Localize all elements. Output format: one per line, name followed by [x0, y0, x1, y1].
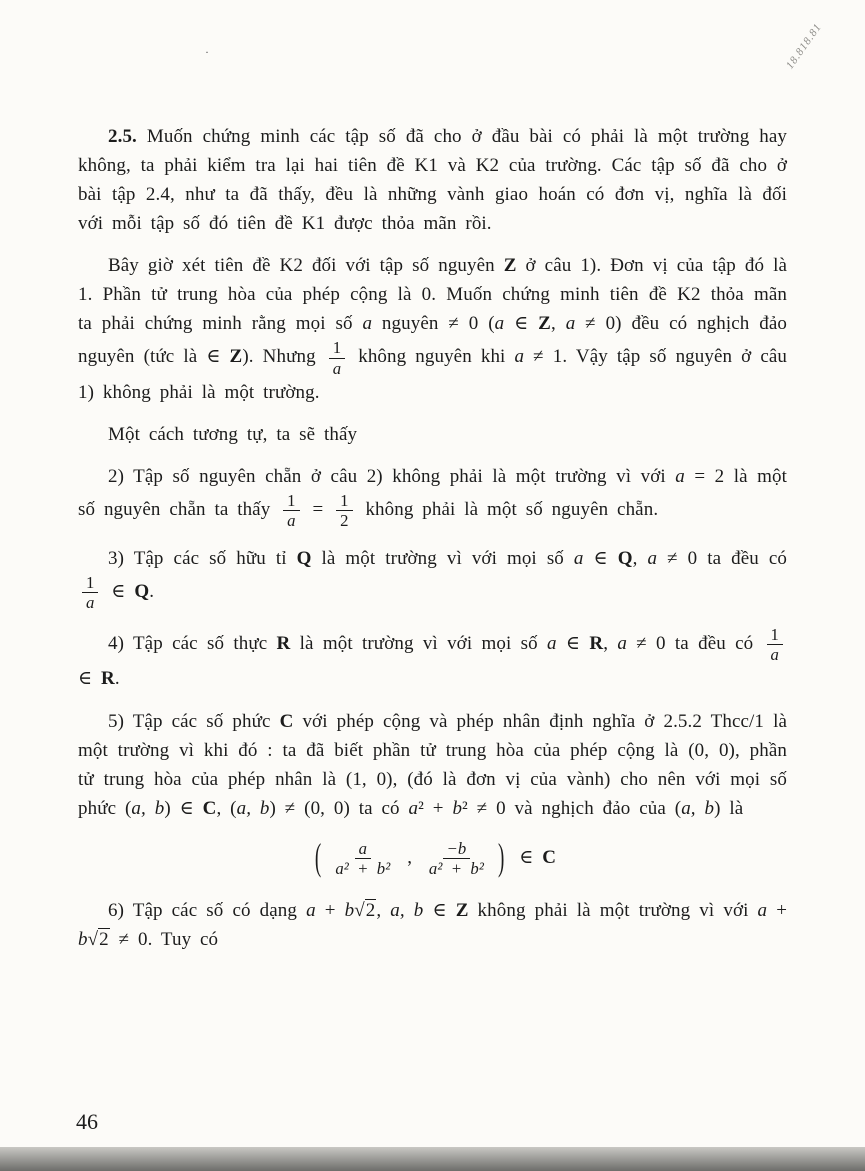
- bold-symbol: C: [202, 797, 217, 819]
- italic-variable: a: [647, 547, 658, 569]
- fraction-denominator: a: [332, 358, 342, 378]
- scan-edge-band: [0, 1147, 865, 1171]
- formula-complex-inverse: ( $\frac{a}{\text{a² + b²}}$ , $\frac{-b}{\text{a² + b²}}$ ) ∈ C: [78, 839, 787, 878]
- paragraph-similarly: Một cách tương tự, ta sẽ thấy: [108, 423, 358, 445]
- bold-symbol: C: [542, 846, 557, 868]
- italic-variable: a: [408, 797, 419, 819]
- bold-symbol: Z: [538, 313, 551, 335]
- fraction-denominator: a² + b²: [428, 858, 484, 878]
- italic-variable: a: [565, 313, 576, 335]
- fraction-numerator: a: [355, 839, 371, 859]
- bold-symbol: C: [279, 710, 294, 732]
- italic-variable: a: [675, 466, 685, 487]
- italic-variable: a: [494, 313, 505, 335]
- big-parenthesis: ): [497, 837, 505, 880]
- fraction-numerator: 1: [336, 491, 352, 511]
- bold-symbol: Z: [503, 255, 517, 277]
- italic-variable: a, b: [236, 797, 270, 819]
- bold-symbol: Z: [229, 346, 243, 368]
- fraction: [336, 491, 352, 530]
- bold-symbol: Q: [134, 580, 150, 602]
- italic-variable: a: [757, 900, 768, 922]
- fraction-denominator: a: [770, 645, 779, 665]
- scan-speck: ·: [205, 45, 209, 59]
- square-root: √2: [87, 929, 109, 951]
- fraction: [329, 338, 345, 377]
- bold-symbol: R: [101, 668, 115, 690]
- fraction: [82, 573, 98, 612]
- italic-variable: a, b: [681, 797, 715, 819]
- italic-variable: b: [78, 929, 88, 951]
- bold-symbol: Q: [296, 547, 312, 569]
- fraction-denominator: a² + b²: [335, 858, 391, 878]
- fraction-numerator: 1: [767, 625, 783, 645]
- fraction-numerator: 1: [329, 338, 345, 358]
- fraction-denominator: 2: [340, 511, 349, 531]
- paragraph-2-5: 2.5. Muốn chứng minh các tập số đã cho ở đầu bài có phải là một trường hay không, ta phải kiểm tra lại hai tiên đề K1 và K2 của trường. Các tập số đã cho ở bài tập 2.4, như ta đã thấy, đều là những vành giao hoán có đơn vị, nghĩa là đối với mỗi tập số đó tiên đề K1 được thỏa mãn rồi.: [78, 126, 787, 235]
- fraction: [283, 491, 299, 530]
- bold-symbol: Q: [617, 547, 633, 569]
- bold-symbol: Z: [455, 900, 469, 922]
- item-6-a-plus-b-sqrt2: 6) Tập các số có dạng a + b√2, a, b ∈ Z không phải là một trường vì với a + b√2 ≠ 0. Tuy có: [78, 900, 788, 951]
- bold-symbol: R: [276, 633, 291, 655]
- fraction: [767, 625, 783, 664]
- item-3-rationals: 3) Tập các số hữu tỉ Q là một trường vì với mọi số a ∈ Q, a ≠ 0 ta đều có $\frac{1}{a}$ ∈ Q.: [78, 544, 787, 613]
- radicand: 2: [99, 929, 109, 951]
- fraction-denominator: a: [287, 511, 296, 531]
- big-parenthesis: (: [314, 837, 322, 880]
- fraction-numerator: 1: [283, 491, 299, 511]
- italic-variable: a: [547, 633, 557, 655]
- item-2-even-integers: 2) Tập số nguyên chẵn ở câu 2) không phải là một trường vì với a = 2 là một số nguyên chẵn ta thấy $\frac{1}{a}$ = $\frac{1}{2}$ không phải là một số nguyên chẵn.: [78, 466, 787, 531]
- fraction: [331, 839, 394, 878]
- italic-variable: a: [306, 900, 316, 922]
- bold-symbol: R: [589, 633, 604, 655]
- fraction-denominator: a: [86, 592, 95, 612]
- italic-variable: b: [344, 900, 355, 922]
- item-4-reals: 4) Tập các số thực R là một trường vì với mọi số a ∈ R, a ≠ 0 ta đều có $\frac{1}{a}$ ∈ R.: [78, 625, 787, 694]
- fraction-numerator: 1: [82, 573, 98, 593]
- item-5-complex: 5) Tập các số phức C với phép cộng và phép nhân định nghĩa ở 2.5.2 Thcc/1 là một trường vì khi đó : ta đã biết phần tử trung hòa của phép cộng là (0, 0), phần tử trung hòa của phép nhân là (1, 0), (đó là đơn vị của vành) cho nên với mọi số phức (a, b) ∈ C, (a, b) ≠ (0, 0) ta có a² + b² ≠ 0 và nghịch đảo của (a, b) là: [78, 710, 787, 819]
- square-root: √2: [354, 900, 376, 922]
- italic-variable: a: [362, 313, 373, 335]
- radicand: 2: [365, 900, 376, 922]
- italic-variable: a, b: [390, 900, 424, 922]
- italic-variable: b: [452, 797, 463, 819]
- fraction: [425, 839, 488, 878]
- page-number: 46: [76, 1109, 98, 1134]
- page-content: [78, 122, 787, 967]
- italic-variable: a: [573, 547, 584, 569]
- fraction-numerator: −b: [443, 839, 471, 859]
- italic-variable: a: [617, 633, 627, 655]
- italic-variable: a, b: [131, 797, 165, 819]
- italic-variable: a: [514, 346, 525, 368]
- library-stamp: 18.818.81: [783, 21, 825, 72]
- paragraph-k2-integers: Bây giờ xét tiên đề K2 đối với tập số nguyên Z ở câu 1). Đơn vị của tập đó là 1. Phần tử trung hòa của phép cộng là 0. Muốn chứng minh tiên đề K2 thỏa mãn ta phải chứng minh rằng mọi số a nguyên ≠ 0 (a ∈ Z, a ≠ 0) đều có nghịch đảo nguyên (tức là ∈ Z). Nhưng $\frac{1}{a}$ không nguyên khi a ≠ 1. Vậy tập số nguyên ở câu 1) không phải là một trường.: [78, 255, 788, 403]
- bold-symbol: 2.5.: [108, 126, 137, 147]
